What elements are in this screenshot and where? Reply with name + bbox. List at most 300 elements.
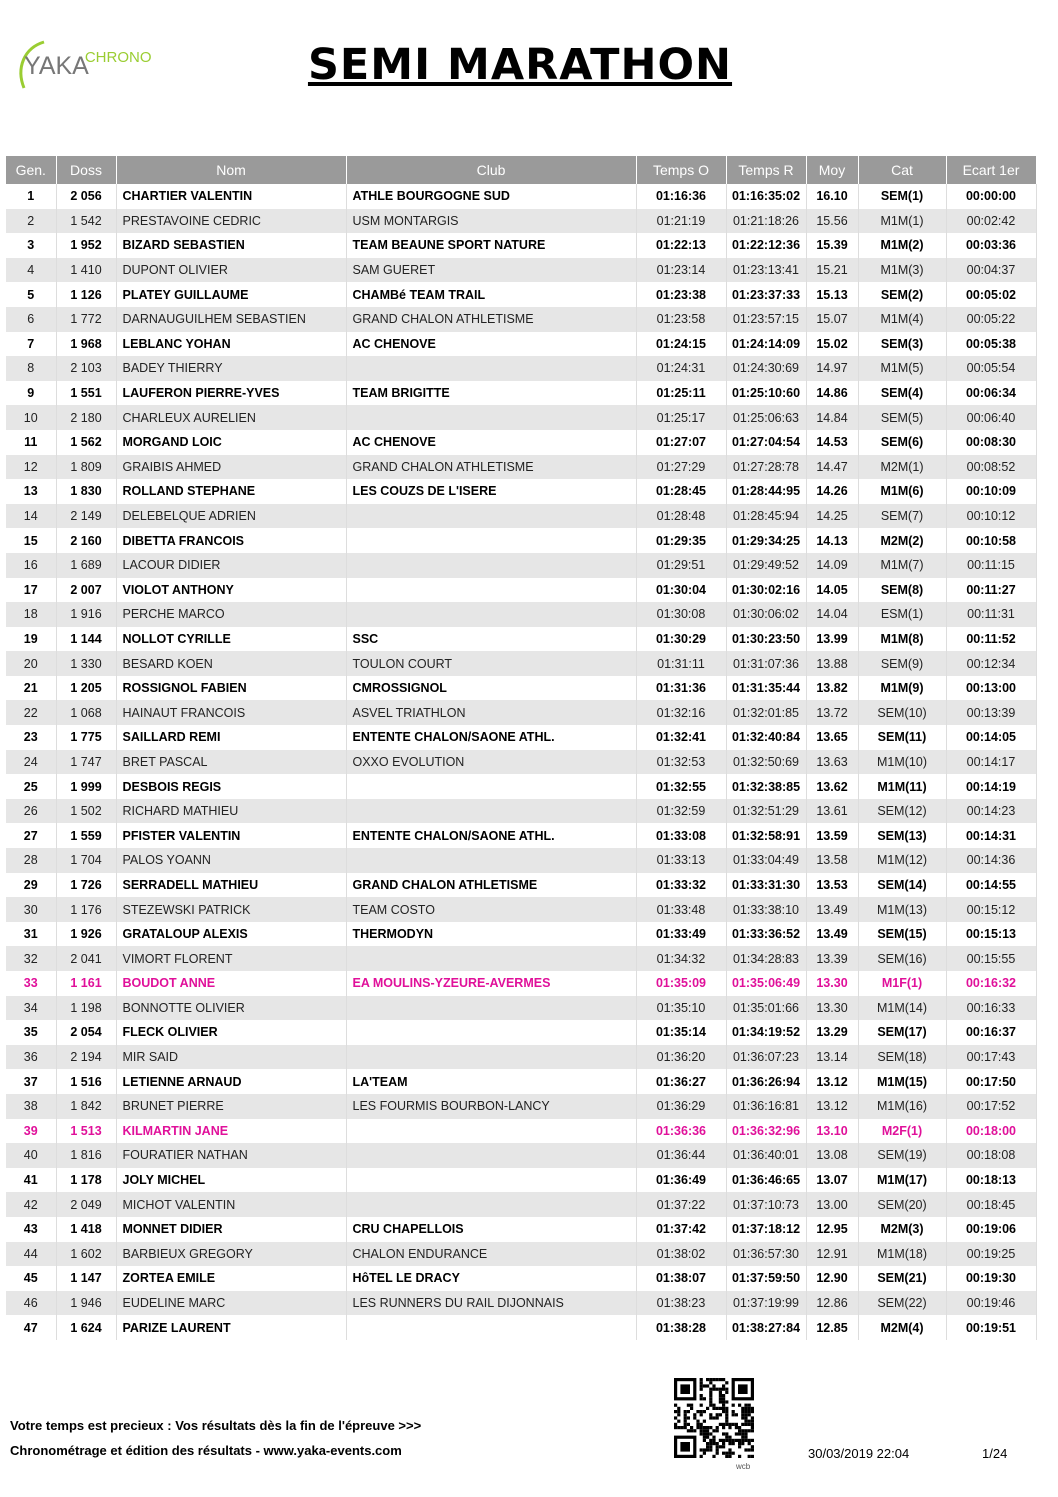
cell-col-club: ATHLE BOURGOGNE SUD [346,184,636,209]
cell-col-gen: 30 [6,897,56,922]
cell-col-moy: 13.12 [806,1094,858,1119]
cell-col-club: GRAND CHALON ATHLETISME [346,307,636,332]
cell-col-gen: 38 [6,1094,56,1119]
cell-col-cat: M1M(6) [858,479,946,504]
qr-code-icon [674,1378,754,1458]
cell-col-moy: 14.86 [806,381,858,406]
cell-col-cat: M1M(9) [858,676,946,701]
cell-col-ecart: 00:18:08 [946,1143,1036,1168]
cell-col-nom: LETIENNE ARNAUD [116,1069,346,1094]
table-row [6,307,1036,332]
cell-col-temps-r: 01:28:45:94 [726,504,806,529]
cell-col-moy: 13.12 [806,1069,858,1094]
cell-col-gen: 10 [6,405,56,430]
cell-col-gen: 2 [6,209,56,234]
cell-col-nom: PARIZE LAURENT [116,1315,346,1340]
cell-col-gen: 46 [6,1291,56,1316]
cell-col-temps-r: 01:32:58:91 [726,823,806,848]
cell-col-nom: DARNAUGUILHEM SEBASTIEN [116,307,346,332]
cell-col-ecart: 00:14:55 [946,873,1036,898]
cell-col-temps-o: 01:33:32 [636,873,726,898]
cell-col-temps-o: 01:37:42 [636,1217,726,1242]
cell-col-moy: 13.58 [806,848,858,873]
cell-col-gen: 44 [6,1242,56,1267]
cell-col-cat: ESM(1) [858,602,946,627]
page-number: 1/24 [982,1446,1008,1461]
cell-col-temps-r: 01:37:18:12 [726,1217,806,1242]
cell-col-ecart: 00:11:27 [946,578,1036,603]
cell-col-ecart: 00:05:22 [946,307,1036,332]
cell-col-moy: 15.07 [806,307,858,332]
cell-col-doss: 1 502 [56,799,116,824]
cell-col-temps-o: 01:32:41 [636,725,726,750]
cell-col-nom: SAILLARD REMI [116,725,346,750]
cell-col-temps-r: 01:36:16:81 [726,1094,806,1119]
cell-col-ecart: 00:08:52 [946,455,1036,480]
table-row [6,356,1036,381]
cell-col-moy: 14.84 [806,405,858,430]
cell-col-club: ASVEL TRIATHLON [346,700,636,725]
table-row [6,1217,1036,1242]
cell-col-moy: 13.53 [806,873,858,898]
cell-col-nom: DUPONT OLIVIER [116,258,346,283]
header-col-doss: Doss [56,156,116,184]
table-row [6,774,1036,799]
cell-col-nom: ZORTEA EMILE [116,1266,346,1291]
footer-tagline: Votre temps est precieux : Vos résultats dès la fin de l'épreuve >>> [10,1418,422,1433]
cell-col-temps-r: 01:32:50:69 [726,750,806,775]
cell-col-doss: 1 161 [56,971,116,996]
table-row [6,996,1036,1021]
cell-col-temps-o: 01:35:10 [636,996,726,1021]
logo-sub-text: CHRONO [84,49,152,66]
cell-col-temps-o: 01:29:35 [636,528,726,553]
cell-col-temps-r: 01:35:06:49 [726,971,806,996]
cell-col-cat: M1M(13) [858,897,946,922]
cell-col-temps-r: 01:36:40:01 [726,1143,806,1168]
cell-col-gen: 34 [6,996,56,1021]
cell-col-ecart: 00:11:31 [946,602,1036,627]
cell-col-nom: PERCHE MARCO [116,602,346,627]
cell-col-club [346,946,636,971]
cell-col-club: CHALON ENDURANCE [346,1242,636,1267]
cell-col-nom: STEZEWSKI PATRICK [116,897,346,922]
cell-col-moy: 13.30 [806,971,858,996]
table-row [6,1168,1036,1193]
cell-col-temps-r: 01:30:23:50 [726,627,806,652]
cell-col-nom: RICHARD MATHIEU [116,799,346,824]
cell-col-cat: SEM(1) [858,184,946,209]
table-row [6,578,1036,603]
cell-col-club: USM MONTARGIS [346,209,636,234]
table-row [6,1242,1036,1267]
cell-col-doss: 1 559 [56,823,116,848]
cell-col-gen: 19 [6,627,56,652]
cell-col-temps-r: 01:32:51:29 [726,799,806,824]
cell-col-moy: 15.56 [806,209,858,234]
cell-col-doss: 1 689 [56,553,116,578]
cell-col-gen: 6 [6,307,56,332]
cell-col-cat: SEM(18) [858,1045,946,1070]
cell-col-moy: 13.08 [806,1143,858,1168]
cell-col-nom: BADEY THIERRY [116,356,346,381]
cell-col-gen: 40 [6,1143,56,1168]
cell-col-nom: JOLY MICHEL [116,1168,346,1193]
cell-col-club [346,553,636,578]
cell-col-ecart: 00:18:13 [946,1168,1036,1193]
cell-col-moy: 13.65 [806,725,858,750]
cell-col-ecart: 00:14:05 [946,725,1036,750]
cell-col-temps-o: 01:32:16 [636,700,726,725]
header-col-temps-o: Temps O [636,156,726,184]
cell-col-cat: M1M(5) [858,356,946,381]
cell-col-club: ENTENTE CHALON/SAONE ATHL. [346,725,636,750]
cell-col-ecart: 00:17:43 [946,1045,1036,1070]
cell-col-club: AC CHENOVE [346,430,636,455]
cell-col-temps-r: 01:36:46:65 [726,1168,806,1193]
cell-col-gen: 4 [6,258,56,283]
cell-col-ecart: 00:05:54 [946,356,1036,381]
cell-col-temps-r: 01:27:04:54 [726,430,806,455]
cell-col-temps-o: 01:38:23 [636,1291,726,1316]
cell-col-moy: 14.05 [806,578,858,603]
cell-col-temps-o: 01:36:27 [636,1069,726,1094]
cell-col-doss: 1 747 [56,750,116,775]
cell-col-doss: 1 842 [56,1094,116,1119]
cell-col-club: SAM GUERET [346,258,636,283]
cell-col-cat: M1M(8) [858,627,946,652]
cell-col-gen: 36 [6,1045,56,1070]
cell-col-temps-o: 01:37:22 [636,1192,726,1217]
cell-col-gen: 42 [6,1192,56,1217]
cell-col-temps-r: 01:33:31:30 [726,873,806,898]
cell-col-doss: 2 056 [56,184,116,209]
cell-col-club: TEAM BRIGITTE [346,381,636,406]
cell-col-nom: ROLLAND STEPHANE [116,479,346,504]
cell-col-moy: 13.59 [806,823,858,848]
cell-col-cat: SEM(3) [858,332,946,357]
cell-col-cat: M2M(2) [858,528,946,553]
cell-col-club [346,799,636,824]
cell-col-temps-o: 01:24:15 [636,332,726,357]
cell-col-nom: DIBETTA FRANCOIS [116,528,346,553]
cell-col-doss: 2 041 [56,946,116,971]
cell-col-ecart: 00:10:58 [946,528,1036,553]
cell-col-cat: M1M(10) [858,750,946,775]
cell-col-cat: SEM(21) [858,1266,946,1291]
cell-col-club [346,1315,636,1340]
cell-col-temps-o: 01:21:19 [636,209,726,234]
cell-col-nom: LEBLANC YOHAN [116,332,346,357]
table-row [6,209,1036,234]
cell-col-nom: MONNET DIDIER [116,1217,346,1242]
cell-col-club: ENTENTE CHALON/SAONE ATHL. [346,823,636,848]
cell-col-gen: 8 [6,356,56,381]
cell-col-temps-o: 01:33:48 [636,897,726,922]
cell-col-ecart: 00:02:42 [946,209,1036,234]
table-row [6,233,1036,258]
cell-col-nom: MICHOT VALENTIN [116,1192,346,1217]
cell-col-doss: 2 160 [56,528,116,553]
table-row [6,1094,1036,1119]
cell-col-moy: 12.95 [806,1217,858,1242]
cell-col-gen: 15 [6,528,56,553]
cell-col-club [346,528,636,553]
cell-col-nom: MORGAND LOIC [116,430,346,455]
cell-col-cat: M1M(17) [858,1168,946,1193]
cell-col-ecart: 00:14:36 [946,848,1036,873]
cell-col-gen: 18 [6,602,56,627]
cell-col-moy: 15.13 [806,282,858,307]
cell-col-gen: 16 [6,553,56,578]
cell-col-temps-r: 01:31:07:36 [726,651,806,676]
cell-col-gen: 5 [6,282,56,307]
cell-col-gen: 28 [6,848,56,873]
table-row [6,1119,1036,1144]
cell-col-temps-r: 01:37:19:99 [726,1291,806,1316]
table-row [6,1266,1036,1291]
header-col-nom: Nom [116,156,346,184]
cell-col-doss: 1 809 [56,455,116,480]
cell-col-ecart: 00:03:36 [946,233,1036,258]
cell-col-club [346,996,636,1021]
cell-col-moy: 13.72 [806,700,858,725]
cell-col-moy: 13.82 [806,676,858,701]
cell-col-nom: BOUDOT ANNE [116,971,346,996]
cell-col-temps-o: 01:32:53 [636,750,726,775]
cell-col-nom: HAINAUT FRANCOIS [116,700,346,725]
cell-col-ecart: 00:15:55 [946,946,1036,971]
cell-col-temps-o: 01:30:08 [636,602,726,627]
cell-col-club [346,356,636,381]
cell-col-temps-r: 01:22:12:36 [726,233,806,258]
header-col-cat: Cat [858,156,946,184]
cell-col-gen: 33 [6,971,56,996]
cell-col-club: CHAMBé TEAM TRAIL [346,282,636,307]
cell-col-cat: SEM(15) [858,922,946,947]
header-col-temps-r: Temps R [726,156,806,184]
cell-col-temps-r: 01:23:57:15 [726,307,806,332]
cell-col-ecart: 00:14:17 [946,750,1036,775]
cell-col-gen: 47 [6,1315,56,1340]
cell-col-temps-r: 01:16:35:02 [726,184,806,209]
cell-col-moy: 13.10 [806,1119,858,1144]
cell-col-temps-o: 01:24:31 [636,356,726,381]
cell-col-cat: M1M(14) [858,996,946,1021]
cell-col-temps-r: 01:29:49:52 [726,553,806,578]
cell-col-gen: 24 [6,750,56,775]
cell-col-ecart: 00:15:13 [946,922,1036,947]
cell-col-ecart: 00:06:34 [946,381,1036,406]
cell-col-nom: BARBIEUX GREGORY [116,1242,346,1267]
table-row [6,651,1036,676]
cell-col-gen: 22 [6,700,56,725]
table-row [6,1020,1036,1045]
cell-col-doss: 1 330 [56,651,116,676]
cell-col-club: GRAND CHALON ATHLETISME [346,455,636,480]
cell-col-cat: M1M(7) [858,553,946,578]
table-row [6,1045,1036,1070]
cell-col-cat: M2F(1) [858,1119,946,1144]
cell-col-gen: 37 [6,1069,56,1094]
cell-col-doss: 1 952 [56,233,116,258]
cell-col-cat: M1M(15) [858,1069,946,1094]
cell-col-club [346,1119,636,1144]
cell-col-temps-o: 01:36:29 [636,1094,726,1119]
table-row [6,1291,1036,1316]
cell-col-ecart: 00:16:32 [946,971,1036,996]
cell-col-ecart: 00:05:38 [946,332,1036,357]
table-row [6,553,1036,578]
cell-col-club [346,602,636,627]
cell-col-temps-o: 01:35:14 [636,1020,726,1045]
cell-col-ecart: 00:11:52 [946,627,1036,652]
cell-col-gen: 17 [6,578,56,603]
table-row [6,700,1036,725]
cell-col-nom: CHARTIER VALENTIN [116,184,346,209]
cell-col-doss: 1 562 [56,430,116,455]
cell-col-temps-o: 01:31:36 [636,676,726,701]
cell-col-nom: PLATEY GUILLAUME [116,282,346,307]
cell-col-gen: 29 [6,873,56,898]
cell-col-doss: 1 999 [56,774,116,799]
cell-col-doss: 1 775 [56,725,116,750]
cell-col-cat: SEM(6) [858,430,946,455]
cell-col-gen: 13 [6,479,56,504]
cell-col-cat: SEM(19) [858,1143,946,1168]
cell-col-doss: 2 149 [56,504,116,529]
cell-col-moy: 14.13 [806,528,858,553]
cell-col-club: CRU CHAPELLOIS [346,1217,636,1242]
cell-col-club: TEAM COSTO [346,897,636,922]
cell-col-cat: M1M(3) [858,258,946,283]
cell-col-gen: 26 [6,799,56,824]
cell-col-cat: M1F(1) [858,971,946,996]
table-row [6,602,1036,627]
cell-col-temps-o: 01:27:29 [636,455,726,480]
cell-col-doss: 1 410 [56,258,116,283]
table-row [6,332,1036,357]
cell-col-club [346,1192,636,1217]
cell-col-doss: 1 916 [56,602,116,627]
cell-col-temps-r: 01:33:38:10 [726,897,806,922]
table-row [6,1315,1036,1340]
header-col-moy: Moy [806,156,858,184]
cell-col-club [346,504,636,529]
cell-col-moy: 13.29 [806,1020,858,1045]
cell-col-nom: BESARD KOEN [116,651,346,676]
cell-col-nom: EUDELINE MARC [116,1291,346,1316]
cell-col-club: GRAND CHALON ATHLETISME [346,873,636,898]
cell-col-cat: M1M(1) [858,209,946,234]
cell-col-ecart: 00:05:02 [946,282,1036,307]
cell-col-temps-o: 01:25:11 [636,381,726,406]
cell-col-temps-r: 01:36:26:94 [726,1069,806,1094]
table-row [6,1143,1036,1168]
table-row [6,282,1036,307]
cell-col-cat: SEM(7) [858,504,946,529]
cell-col-moy: 13.00 [806,1192,858,1217]
cell-col-temps-o: 01:22:13 [636,233,726,258]
cell-col-ecart: 00:19:51 [946,1315,1036,1340]
cell-col-temps-r: 01:33:04:49 [726,848,806,873]
cell-col-ecart: 00:15:12 [946,897,1036,922]
cell-col-moy: 15.39 [806,233,858,258]
cell-col-moy: 13.49 [806,922,858,947]
cell-col-cat: SEM(22) [858,1291,946,1316]
cell-col-cat: M1M(12) [858,848,946,873]
cell-col-cat: SEM(10) [858,700,946,725]
cell-col-nom: PFISTER VALENTIN [116,823,346,848]
cell-col-temps-r: 01:32:40:84 [726,725,806,750]
cell-col-ecart: 00:18:00 [946,1119,1036,1144]
cell-col-nom: DESBOIS REGIS [116,774,346,799]
cell-col-ecart: 00:11:15 [946,553,1036,578]
cell-col-moy: 13.63 [806,750,858,775]
cell-col-temps-r: 01:36:32:96 [726,1119,806,1144]
cell-col-nom: VIMORT FLORENT [116,946,346,971]
cell-col-club: LES COUZS DE L'ISERE [346,479,636,504]
cell-col-temps-r: 01:32:01:85 [726,700,806,725]
cell-col-doss: 1 418 [56,1217,116,1242]
cell-col-ecart: 00:08:30 [946,430,1036,455]
cell-col-doss: 1 551 [56,381,116,406]
cell-col-moy: 12.86 [806,1291,858,1316]
cell-col-gen: 7 [6,332,56,357]
cell-col-nom: CHARLEUX AURELIEN [116,405,346,430]
cell-col-gen: 21 [6,676,56,701]
cell-col-gen: 12 [6,455,56,480]
cell-col-temps-r: 01:38:27:84 [726,1315,806,1340]
cell-col-nom: PRESTAVOINE CEDRIC [116,209,346,234]
cell-col-cat: M2M(1) [858,455,946,480]
cell-col-doss: 1 726 [56,873,116,898]
cell-col-temps-o: 01:23:38 [636,282,726,307]
cell-col-moy: 12.91 [806,1242,858,1267]
cell-col-temps-o: 01:29:51 [636,553,726,578]
cell-col-gen: 43 [6,1217,56,1242]
cell-col-temps-o: 01:38:28 [636,1315,726,1340]
cell-col-temps-r: 01:32:38:85 [726,774,806,799]
table-row [6,873,1036,898]
cell-col-temps-o: 01:32:59 [636,799,726,824]
cell-col-club [346,1045,636,1070]
cell-col-doss: 1 946 [56,1291,116,1316]
cell-col-temps-o: 01:16:36 [636,184,726,209]
cell-col-temps-o: 01:38:02 [636,1242,726,1267]
cell-col-temps-o: 01:28:45 [636,479,726,504]
cell-col-moy: 13.49 [806,897,858,922]
table-row [6,258,1036,283]
cell-col-cat: M2M(3) [858,1217,946,1242]
cell-col-temps-r: 01:25:06:63 [726,405,806,430]
table-row [6,725,1036,750]
cell-col-moy: 14.09 [806,553,858,578]
table-row [6,823,1036,848]
cell-col-temps-r: 01:30:02:16 [726,578,806,603]
cell-col-club: HôTEL LE DRACY [346,1266,636,1291]
cell-col-temps-r: 01:35:01:66 [726,996,806,1021]
cell-col-cat: SEM(8) [858,578,946,603]
cell-col-nom: MIR SAID [116,1045,346,1070]
cell-col-doss: 1 178 [56,1168,116,1193]
cell-col-moy: 14.47 [806,455,858,480]
cell-col-gen: 9 [6,381,56,406]
table-row [6,381,1036,406]
cell-col-ecart: 00:19:46 [946,1291,1036,1316]
cell-col-temps-r: 01:27:28:78 [726,455,806,480]
cell-col-ecart: 00:06:40 [946,405,1036,430]
